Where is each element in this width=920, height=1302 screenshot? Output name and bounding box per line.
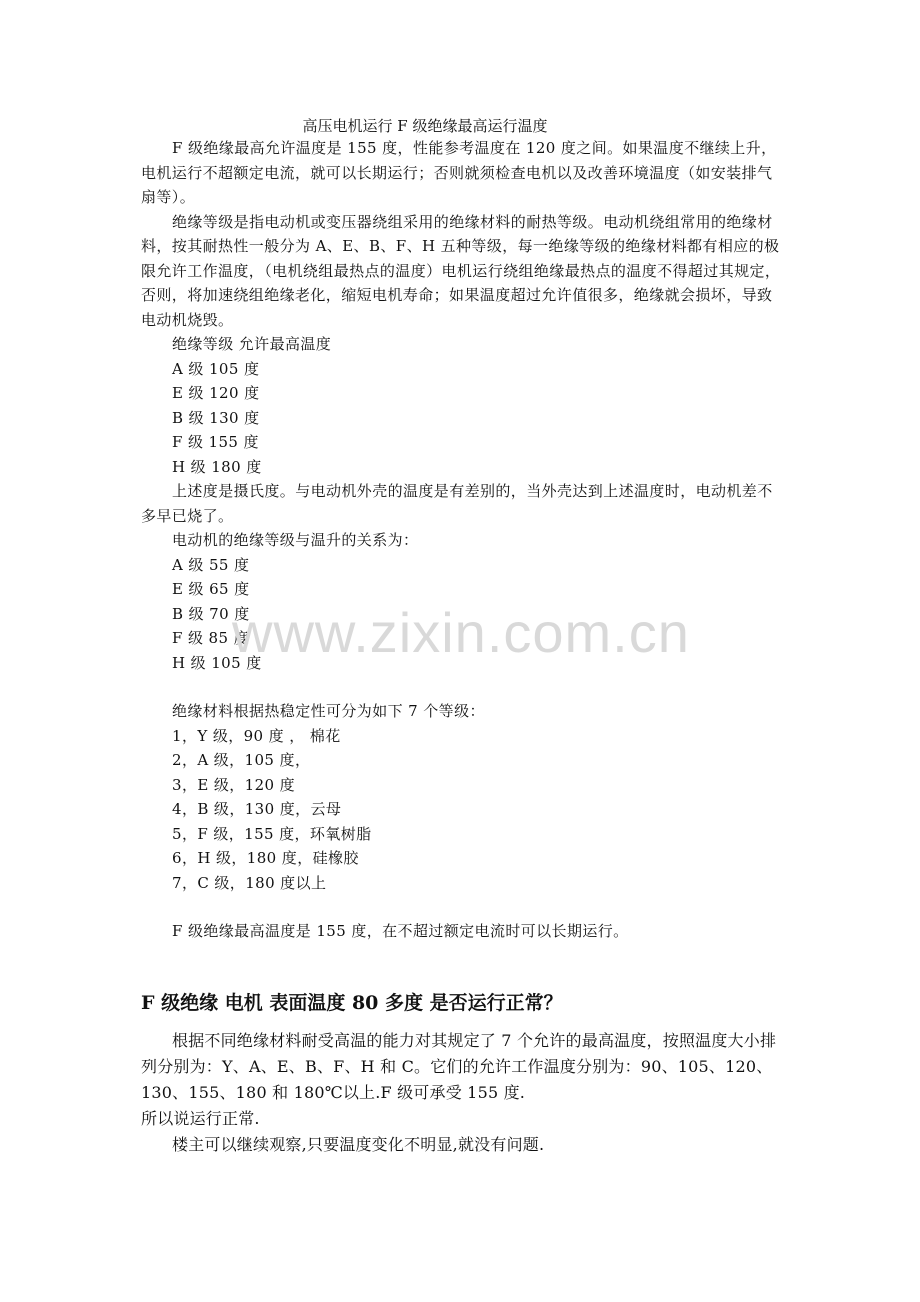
- table-row: A 级 55 度: [172, 555, 250, 574]
- watermark: www.zixin.com.cn: [232, 601, 690, 664]
- paragraph-insulation-class: 绝缘等级是指电动机或变压器绕组采用的绝缘材料的耐热等级。电动机绕组常用的绝缘材料，按其耐热性一般分为 A、E、B、F、H 五种等级，每一绝缘等级的绝缘材料都有相应的极限允许工作温度，（电机绕组最热点的温度）电机运行绕组绝缘最热点的温度不得超过其规定，否则，将加速绕组绝缘老化，缩短电机寿命；如果温度超过允许值很多，绝缘就会损坏，导致电动机烧毁。: [141, 212, 781, 329]
- summary-line-wrap: [141, 919, 786, 944]
- section-qa: [141, 988, 786, 1158]
- list-item: 2，A 级，105 度，: [172, 751, 311, 769]
- table-row: A 级 105 度: [172, 359, 260, 378]
- section-heading: F 级绝缘 电机 表面温度 80 多度 是否运行正常？: [141, 992, 563, 1014]
- table-temperature-rise: [141, 528, 786, 675]
- paragraph-celsius-note: 上述度是摄氏度。与电动机外壳的温度是有差别的，当外壳达到上述温度时，电动机差不多早已烧了。: [141, 482, 773, 525]
- list-item: 6，H 级，180 度，硅橡胶: [172, 849, 359, 867]
- answer-paragraph: 根据不同绝缘材料耐受高温的能力对其规定了 7 个允许的最高温度，按照温度大小排列分别为：Y、A、E、B、F、H 和 C。它们的允许工作温度分别为：90、105、120、130、155、180 和 180℃以上.F 级可承受 155 度.: [141, 1031, 777, 1102]
- summary-line: F 级绝缘最高温度是 155 度，在不超过额定电流时可以长期运行。: [172, 922, 629, 940]
- list-item: 5，F 级，155 度，环氧树脂: [172, 824, 372, 843]
- table-row: H 级 180 度: [172, 457, 262, 476]
- table-row: B 级 130 度: [172, 408, 260, 427]
- answer-advice: 楼主可以继续观察,只要温度变化不明显,就没有问题.: [172, 1135, 545, 1154]
- table-row: E 级 120 度: [172, 384, 260, 402]
- list-item: 4，B 级，130 度，云母: [172, 800, 342, 818]
- table-row: H 级 105 度: [172, 653, 262, 672]
- document-title: 高压电机运行 F 级绝缘最高运行温度: [302, 117, 548, 135]
- table-row: E 级 65 度: [172, 580, 250, 598]
- table-row: F 级 85 度: [172, 629, 249, 647]
- list-item: 7，C 级，180 度以上: [172, 873, 327, 892]
- answer-conclusion: 所以说运行正常.: [141, 1109, 260, 1128]
- table-header: 绝缘等级 允许最高温度: [172, 335, 332, 353]
- table-header: 电动机的绝缘等级与温升的关系为：: [172, 531, 419, 549]
- document-body: [141, 136, 786, 944]
- list-item: 3，E 级，120 度: [172, 775, 296, 794]
- answer-body: [141, 1028, 786, 1158]
- list-seven-classes: [141, 699, 786, 895]
- list-item: 1，Y 级，90 度 ， 棉花: [172, 726, 341, 745]
- paragraph-intro: F 级绝缘最高允许温度是 155 度，性能参考温度在 120 度之间。如果温度不继续上升，电机运行不超额定电流，就可以长期运行；否则就须检查电机以及改善环境温度（如安装排气扇等）。: [141, 139, 777, 206]
- table-row: F 级 155 度: [172, 433, 259, 451]
- table-row: B 级 70 度: [172, 604, 250, 623]
- table-max-temperature: [141, 332, 786, 479]
- list-header: 绝缘材料根据热稳定性可分为如下 7 个等级：: [172, 702, 485, 720]
